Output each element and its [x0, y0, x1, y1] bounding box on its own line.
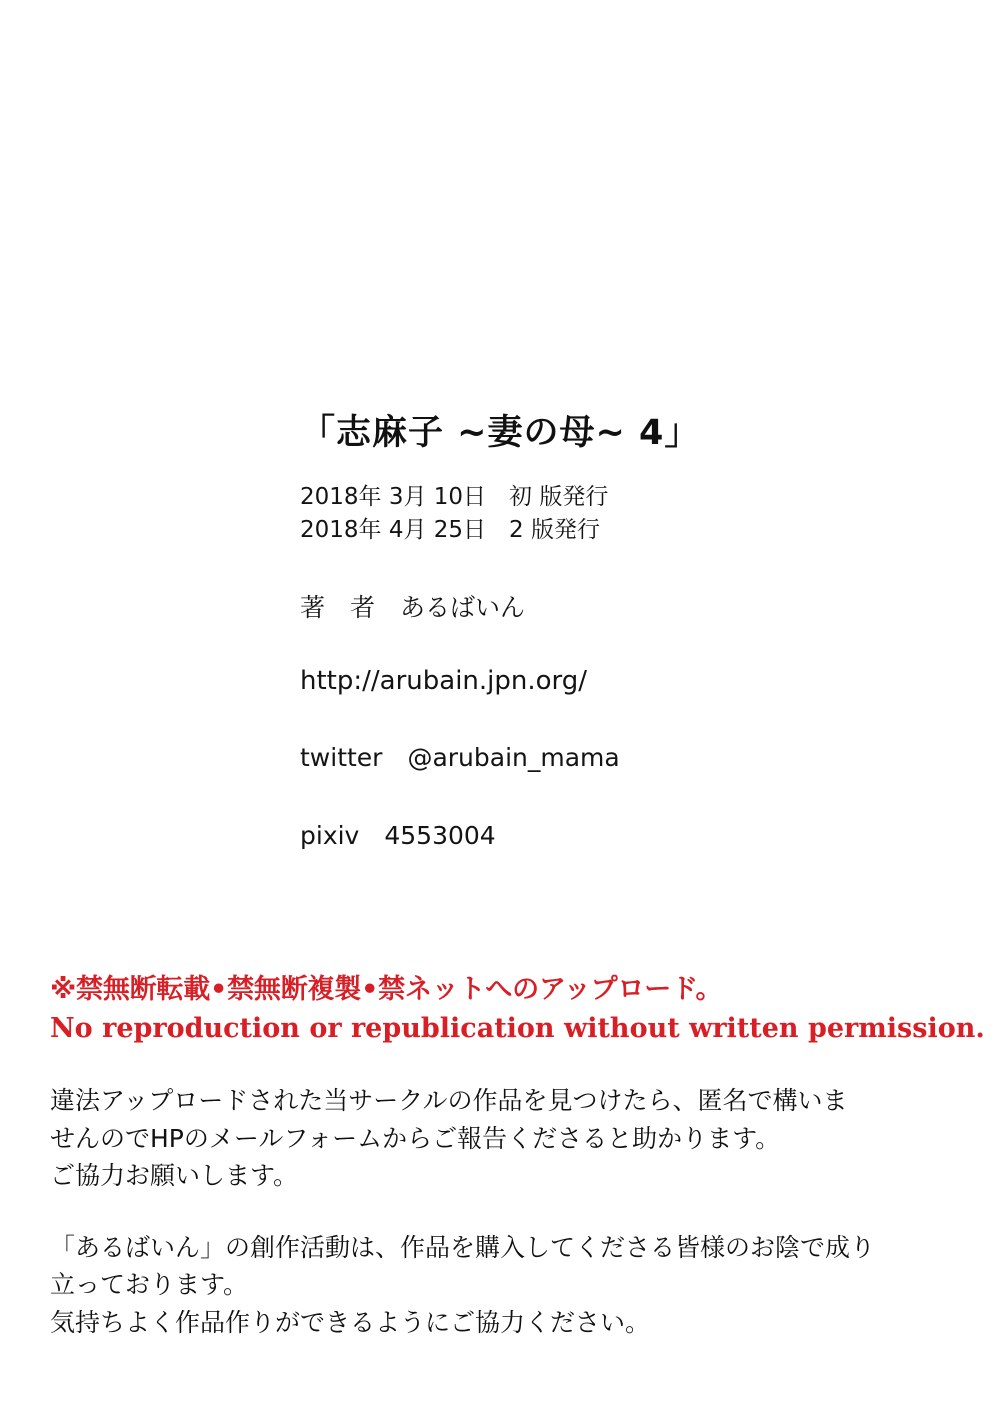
work-title: 「志麻子 ~妻の母~ 4」	[300, 413, 701, 453]
publication-date-first: 2018年 3月 10日 初 版発行	[300, 484, 609, 510]
notice-paragraph-1-line-3: ご協力お願いします。	[50, 1161, 299, 1190]
paragraph-spacer	[50, 1195, 970, 1229]
notice-paragraph-2-line-2: 立っております。	[50, 1270, 249, 1299]
notice-block	[50, 1082, 970, 1341]
copyright-warning-jp: ※禁無断転載•禁無断複製•禁ネットへのアップロード。	[50, 974, 723, 1005]
twitter-handle[interactable]: twitter @arubain_mama	[300, 743, 620, 773]
notice-paragraph-1-line-2: せんのでHPのメールフォームからご報告くださると助かります。	[50, 1123, 781, 1153]
copyright-warning	[50, 972, 985, 1048]
notice-paragraph-1-line-1: 違法アップロードされた当サークルの作品を見つけたら、匿名で構いま	[50, 1086, 848, 1115]
website-url[interactable]: http://arubain.jpn.org/	[300, 666, 588, 697]
colophon-block	[300, 405, 940, 894]
author-line: 著 者 あるばいん	[300, 593, 526, 623]
publication-date-second: 2018年 4月 25日 2 版発行	[300, 516, 600, 543]
copyright-warning-en: No reproduction or republication without written permission.	[50, 1013, 985, 1045]
notice-paragraph-2-line-1: 「あるばいん」の創作活動は、作品を購入してくださる皆様のお陰で成り	[50, 1232, 876, 1262]
notice-paragraph-2-line-3: 気持ちよく作品作りができるようにご協力ください。	[50, 1307, 651, 1337]
publication-dates	[300, 481, 940, 546]
pixiv-id[interactable]: pixiv 4553004	[300, 821, 496, 851]
